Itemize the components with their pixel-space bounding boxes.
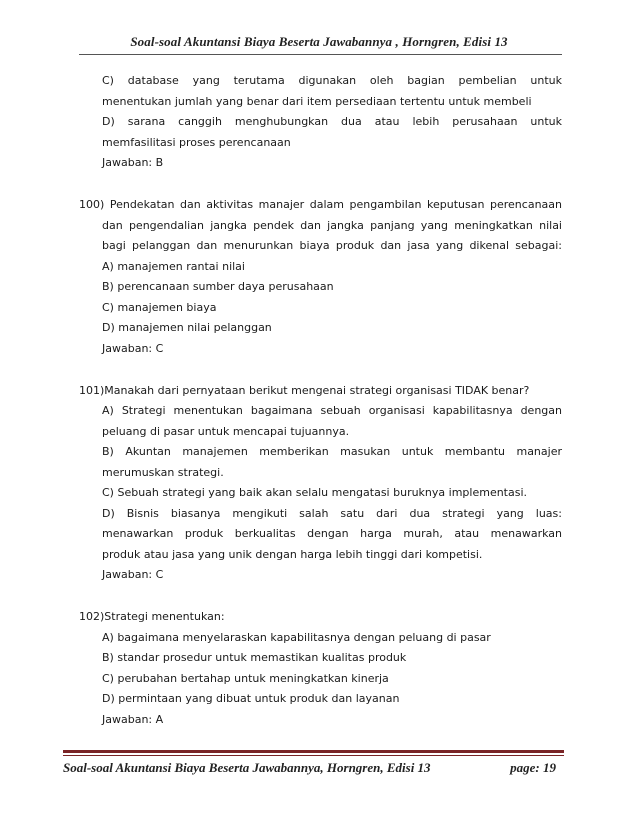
option-b: B) perencanaan sumber daya perusahaan (102, 280, 334, 293)
option-c-line-2: menentukan jumlah yang benar dari item persediaan tertentu untuk membeli (102, 94, 532, 108)
answer: Jawaban: C (102, 341, 164, 355)
option-a-line-2: peluang di pasar untuk mencapai tujuannya. (102, 424, 350, 438)
option-d-line-1: D) sarana canggih menghubungkan dua atau lebih perusahaan untuk (102, 115, 562, 128)
answer: Jawaban: A (102, 712, 164, 726)
question-text: 101)Manakah dari pernyataan berikut mengenai strategi organisasi TIDAK benar? (79, 383, 530, 397)
answer: Jawaban: C (102, 568, 164, 581)
option-d: D) permintaan yang dibuat untuk produk dan layanan (102, 692, 400, 705)
footer-title: Soal-soal Akuntansi Biaya Beserta Jawabannya, Horngren, Edisi 13 (63, 760, 431, 775)
question-text-line-2: dan pengendalian jangka pendek dan jangka panjang yang meningkatkan nilai (102, 218, 562, 232)
question-text-line-1: 100) Pendekatan dan aktivitas manajer dalam pengambilan keputusan perencanaan (79, 198, 562, 211)
option-c: C) perubahan bertahap untuk meningkatkan kinerja (102, 671, 389, 685)
option-b-line-2: merumuskan strategi. (102, 465, 224, 479)
option-c-line-1: C) database yang terutama digunakan oleh bagian pembelian untuk (102, 74, 562, 87)
option-d-line-2: menawarkan produk berkualitas dengan harga murah, atau menawarkan (102, 527, 562, 540)
option-d-line-1: D) Bisnis biasanya mengikuti salah satu dari dua strategi yang luas: (102, 506, 562, 520)
option-d-line-2: memfasilitasi proses perencanaan (102, 135, 291, 149)
header-divider (79, 54, 562, 55)
footer-divider-thin (63, 755, 564, 756)
option-b-line-1: B) Akuntan manajemen memberikan masukan untuk membantu manajer (102, 445, 562, 458)
question-100 (79, 195, 562, 359)
question-text-line-3: bagi pelanggan dan menurunkan biaya produk dan jasa yang dikenal sebagai: (102, 239, 562, 252)
answer: Jawaban: B (102, 156, 164, 169)
option-a-line-1: A) Strategi menentukan bagaimana sebuah organisasi kapabilitasnya dengan (102, 404, 562, 417)
document-body (79, 71, 562, 730)
option-c: C) Sebuah strategi yang baik akan selalu mengatasi buruknya implementasi. (102, 486, 528, 499)
option-a: A) bagaimana menyelaraskan kapabilitasnya dengan peluang di pasar (102, 630, 491, 644)
option-a: A) manajemen rantai nilai (102, 259, 245, 273)
question-102 (79, 607, 562, 730)
option-d: D) manajemen nilai pelanggan (102, 321, 272, 334)
option-d-line-3: produk atau jasa yang unik dengan harga lebih tinggi dari kompetisi. (102, 547, 483, 561)
question-text: 102)Strategi menentukan: (79, 610, 225, 623)
page-header: Soal-soal Akuntansi Biaya Beserta Jawabannya , Horngren, Edisi 13 (130, 34, 508, 49)
question-99-tail (79, 71, 562, 174)
option-b: B) standar prosedur untuk memastikan kualitas produk (102, 651, 407, 664)
page-number: page: 19 (510, 760, 556, 775)
footer-divider-thick (63, 750, 564, 753)
question-101 (79, 381, 562, 586)
option-c: C) manajemen biaya (102, 300, 217, 314)
